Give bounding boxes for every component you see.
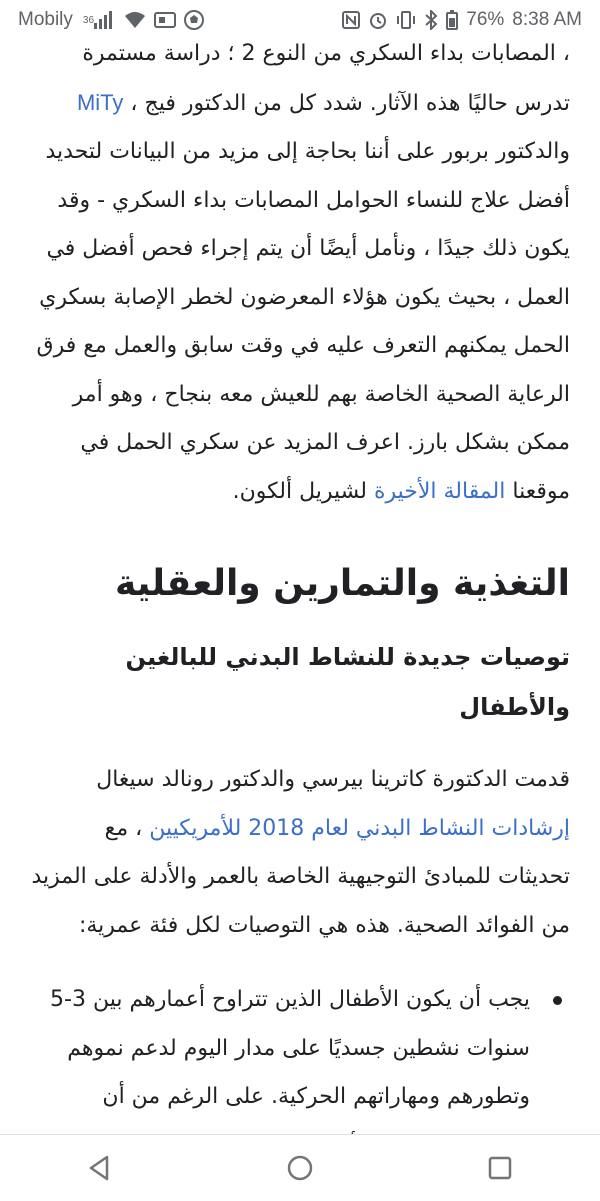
paragraph-text: ، مع تحديثات للمبادئ التوجيهية الخاصة بالعمر والأدلة على المزيد من الفوائد الصحية. هذه هي التوصيات لكل فئة عمرية: — [31, 815, 570, 938]
clock: 8:38 AM — [512, 9, 582, 30]
back-icon — [85, 1153, 115, 1183]
article-paragraph — [30, 30, 570, 516]
alarm-icon — [368, 10, 388, 30]
bullet-icon — [553, 996, 562, 1005]
battery-icon — [446, 10, 458, 30]
vibrate-icon — [396, 11, 416, 29]
home-icon — [285, 1153, 315, 1183]
nfc-icon — [342, 11, 360, 29]
recent-article-link[interactable]: المقالة الأخيرة — [373, 478, 506, 504]
home-button[interactable] — [270, 1138, 330, 1198]
sim-icon — [154, 11, 176, 29]
bluetooth-icon — [424, 10, 438, 30]
paragraph-text: لشيريل ألكون. — [232, 478, 374, 504]
navigation-bar — [0, 1134, 600, 1201]
status-right — [342, 9, 582, 31]
guidelines-link[interactable]: إرشادات النشاط البدني لعام 2018 للأمريكيين — [149, 815, 570, 841]
subsection-heading: توصيات جديدة للنشاط البدني للبالغين والأطفال — [125, 643, 570, 721]
carrier-name: Mobily — [18, 9, 73, 30]
paragraph-text: والدكتور بربور على أننا بحاجة إلى مزيد من البيانات لتحديد أفضل علاج للنساء الحوامل المصابات بداء السكري - وقد يكون ذلك جيدًا ، ونأمل أيضًا أن يتم إجراء فحص أفضل في العمل ، بحيث يكون هؤلاء المعرضون لخطر الإصابة بسكري الحمل يمكنهم التعرف عليه في وقت سابق والعمل مع فرق الرعاية الصحية الخاصة بهم للعيش معه بنجاح ، وهو أمر ممكن بشكل بارز. اعرف المزيد عن سكري الحمل في موقعنا — [36, 139, 570, 504]
paragraph-text: ، المصابات بداء السكري من النوع 2 ؛ دراسة مستمرة تدرس حاليًا هذه الآثار. شدد كل من الدكتور فيج ، — [82, 41, 570, 116]
paragraph-text: قدمت الدكتورة كاترينا بيرسي والدكتور رونالد سيغال — [96, 767, 570, 792]
article-paragraph — [30, 756, 570, 950]
recents-icon — [485, 1153, 515, 1183]
mity-link[interactable]: MiTy — [76, 89, 124, 115]
section-heading: التغذية والتمارين والعقلية — [115, 563, 570, 604]
network-type: 36 — [82, 14, 95, 26]
soccer-icon — [184, 10, 204, 30]
wifi-icon — [124, 11, 146, 29]
recents-button[interactable] — [470, 1138, 530, 1198]
battery-level: 76% — [466, 9, 505, 30]
signal-icon — [81, 11, 116, 29]
status-left — [18, 9, 204, 31]
list-item-text: يجب أن يكون الأطفال الذين تتراوح أعمارهم بين 3-5 سنوات نشطين جسديًا على مدار اليوم لدعم نموهم وتطورهم ومهاراتهم الحركية. على الرغم من أن — [50, 987, 530, 1109]
back-button[interactable] — [70, 1138, 130, 1198]
status-bar — [0, 0, 600, 40]
